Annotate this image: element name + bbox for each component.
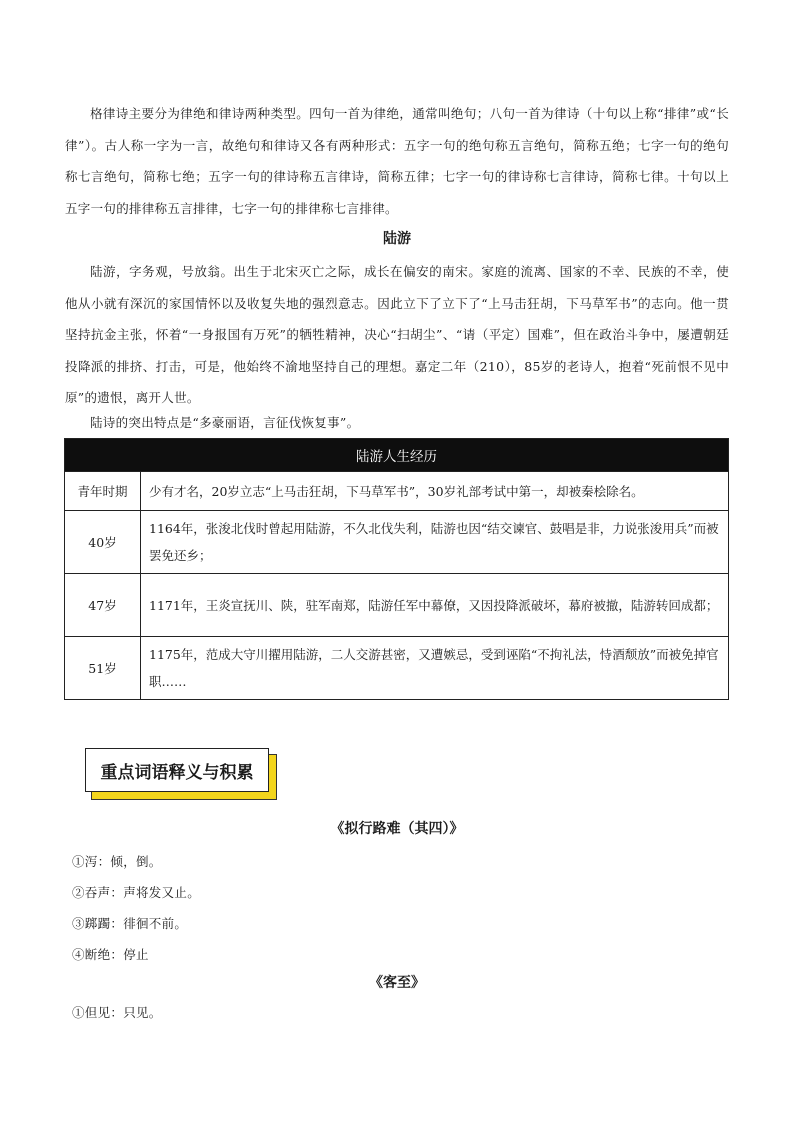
age-cell: 青年时期 bbox=[65, 472, 141, 511]
list-item: ①但见：只见。 bbox=[72, 1005, 162, 1020]
table-row bbox=[65, 637, 729, 700]
intro-paragraph: 格律诗主要分为律绝和律诗两种类型。四句一首为律绝，通常叫绝句；八句一首为律诗（十句以上称“排律”或“长律”）。古人称一字为一言，故绝句和律诗又各有两种形式：五字一句的绝句称五言绝句，简称五绝；七字一句的绝句称七言绝句，简称七绝；五字一句的律诗称五言律诗，简称五律；七字一句的律诗称七言律诗，简称七律。十句以上五字一句的排律称五言排律，七字一句的排律称七言排律。 bbox=[65, 106, 729, 216]
experience-cell: 少有才名，20岁立志“上马击狂胡，下马草军书”，30岁礼部考试中第一，却被秦桧除名。 bbox=[141, 472, 729, 511]
poem1-title: 《拟行路难（其四）》 bbox=[330, 821, 464, 837]
list-item: ③踯躅：徘徊不前。 bbox=[72, 916, 188, 931]
poem2-title: 《客至》 bbox=[369, 975, 425, 991]
section-badge-title: 重点词语释义与积累 bbox=[85, 748, 269, 792]
life-experience-table bbox=[64, 438, 729, 700]
age-cell: 51岁 bbox=[65, 637, 141, 700]
table-row bbox=[65, 574, 729, 637]
list-item: ①泻：倾，倒。 bbox=[72, 854, 162, 869]
age-cell: 40岁 bbox=[65, 511, 141, 574]
table-header: 陆游人生经历 bbox=[65, 439, 729, 472]
list-item: ④断绝：停止 bbox=[72, 947, 149, 962]
experience-cell: 1164年，张浚北伐时曾起用陆游，不久北伐失利，陆游也因“结交谏官、鼓唱是非，力说张浚用兵”而被罢免还乡； bbox=[141, 511, 729, 574]
experience-cell: 1171年，王炎宣抚川、陕，驻军南郑，陆游任军中幕僚，又因投降派破坏，幕府被撤，陆游转回成都； bbox=[141, 574, 729, 637]
table-row bbox=[65, 472, 729, 511]
age-cell: 47岁 bbox=[65, 574, 141, 637]
luyou-feature-paragraph: 陆诗的突出特点是“多豪丽语，言征伐恢复事”。 bbox=[90, 415, 360, 430]
list-item: ②吞声：声将发又止。 bbox=[72, 885, 201, 900]
table-row bbox=[65, 511, 729, 574]
luyou-bio-paragraph: 陆游，字务观，号放翁。出生于北宋灭亡之际，成长在偏安的南宋。家庭的流离、国家的不幸、民族的不幸，使他从小就有深沉的家国情怀以及收复失地的强烈意志。因此立下了立下了“上马击狂胡，下马草军书”的志向。他一贯坚持抗金主张，怀着“一身报国有万死”的牺牲精神，决心“扫胡尘”、“请（平定）国难”，但在政治斗争中，屡遭朝廷投降派的排挤、打击，可是，他始终不渝地坚持自己的理想。嘉定二年（210），85岁的老诗人，抱着“死前恨不见中原”的遗恨，离开人世。 bbox=[65, 264, 729, 405]
luyou-heading: 陆游 bbox=[383, 231, 411, 247]
section-badge bbox=[85, 748, 271, 794]
experience-cell: 1175年，范成大守川擢用陆游，二人交游甚密，又遭嫉忌，受到诬陷“不拘礼法，恃酒颓放”而被免掉官职…… bbox=[141, 637, 729, 700]
